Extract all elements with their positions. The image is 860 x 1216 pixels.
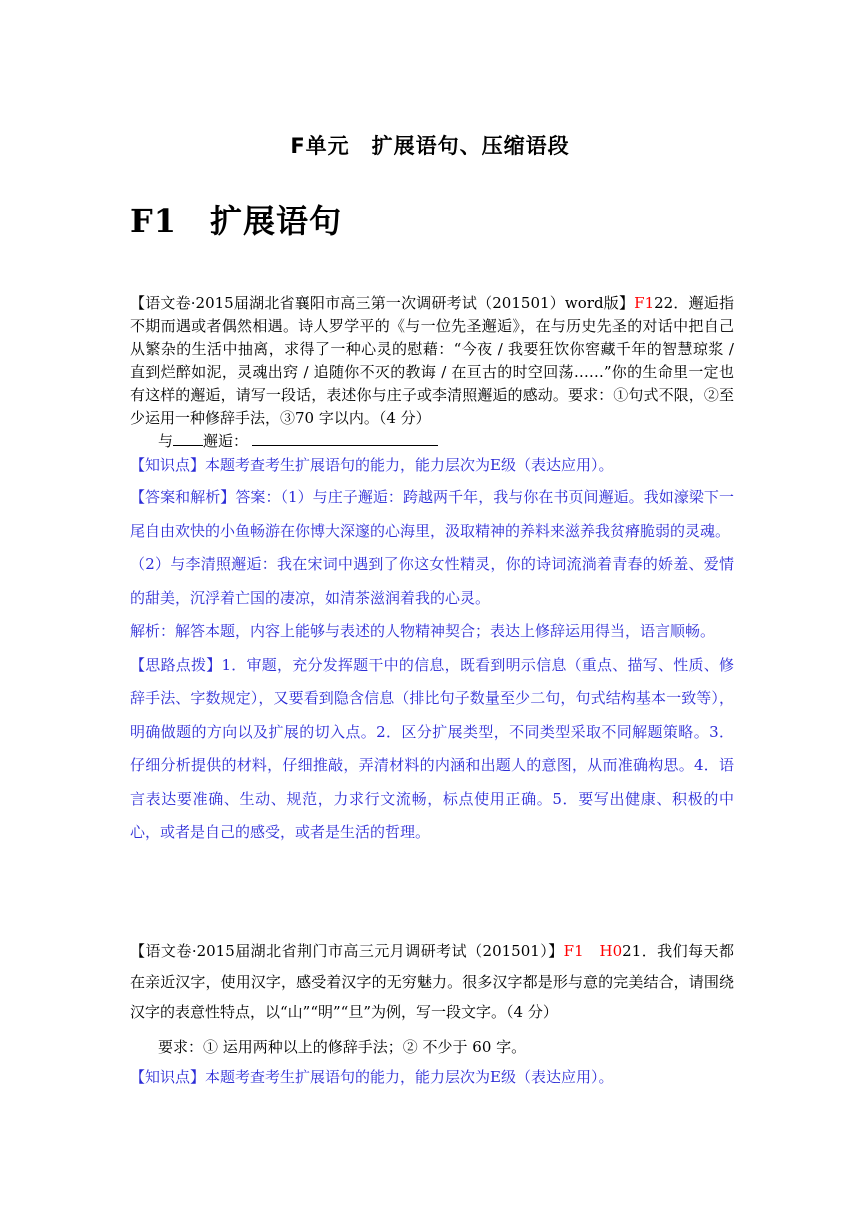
question-2-body: 21．我们每天都在亲近汉字，使用汉字，感受着汉字的无穷魅力。很多汉字都是形与意的完美结合，请围绕汉字的表意性特点，以“山”“明”“旦”为例，写一段文字。（4 分） xyxy=(130,942,734,1021)
question-2-source: 【语文卷·2015届湖北省荆门市高三元月调研考试（201501）】 xyxy=(130,942,564,960)
question-2-tag: F1 H0 xyxy=(563,942,623,960)
question-2-text xyxy=(130,936,734,1028)
fill-mid: 邂逅： xyxy=(203,432,249,450)
question-1-answer xyxy=(130,481,734,548)
section-title: F1 扩展语句 xyxy=(130,202,342,240)
fill-blank-answer[interactable] xyxy=(252,431,438,446)
question-1-text xyxy=(130,292,734,430)
question-1-block xyxy=(130,292,734,453)
question-1-tips xyxy=(130,649,734,850)
question-1-source: 【语文卷·2015届湖北省襄阳市高三第一次调研考试（201501）word版】 xyxy=(130,294,635,312)
question-1-answer-2: （2）与李清照邂逅：我在宋词中遇到了你这女性精灵，你的诗词流淌着青春的娇羞、爱情的甜美，沉浮着亡国的凄凉，如清茶滋润着我的心灵。 xyxy=(130,555,734,607)
answer-heading: 【答案和解析】 xyxy=(130,488,236,506)
question-1-answer-block xyxy=(130,450,734,850)
tips-body: 1．审题，充分发挥题干中的信息，既看到明示信息（重点、描写、性质、修辞手法、字数规定），又要看到隐含信息（排比句子数量至少二句，句式结构基本一致等），明确做题的方向以及扩展的切入点。2．区分扩展类型，不同类型采取不同解题策略。3．仔细分析提供的材料，仔细推敲，弄清材料的内涵和出题人的意图，从而准确构思。4．语言表达要准确、生动、规范，力求行文流畅，标点使用正确。5．要写出健康、积极的中心，或者是自己的感受，或者是生活的哲理。 xyxy=(130,655,734,841)
question-1-knowledge: 【知识点】本题考查考生扩展语句的能力，能力层次为E级（表达应用）。 xyxy=(130,456,614,474)
question-2-requirement: 要求：① 运用两种以上的修辞手法；② 不少于 60 字。 xyxy=(158,1037,527,1056)
answer-part-1: 答案：（1）与庄子邂逅：跨越两千年，我与你在书页间邂逅。我如濠梁下一尾自由欢快的小鱼畅游在你博大深邃的心海里，汲取精神的养料来滋养我贫瘠脆弱的灵魂。 xyxy=(130,488,734,540)
fill-prefix: 与 xyxy=(158,432,174,450)
question-1-analysis: 解析：解答本题，内容上能够与表述的人物精神契合；表达上修辞运用得当，语言顺畅。 xyxy=(130,622,716,640)
question-1-body: 22．邂逅指不期而遇或者偶然相遇。诗人罗学平的《与一位先圣邂逅》，在与历史先圣的对话中把自己从繁杂的生活中抽离，求得了一种心灵的慰藉：“今夜 / 我要狂饮你窖藏千年的智慧琼浆 / 直到烂醉如泥，灵魂出窍 / 追随你不灭的教诲 / 在亘古的时空回荡……”你的生命里一定也有这样的邂逅，请写一段话，表述你与庄子或李清照邂逅的感动。要求：①句式不限，②至少运用一种修辞手法，③70 字以内。（4 分） xyxy=(130,294,734,427)
fill-blank-name[interactable] xyxy=(173,431,203,446)
question-1-tag: F1 xyxy=(634,294,655,312)
question-2-block xyxy=(130,936,734,1092)
tips-heading: 【思路点拨】 xyxy=(130,655,222,674)
question-2-knowledge: 【知识点】本题考查考生扩展语句的能力，能力层次为E级（表达应用）。 xyxy=(130,1067,614,1086)
unit-title: F单元 扩展语句、压缩语段 xyxy=(290,134,570,158)
